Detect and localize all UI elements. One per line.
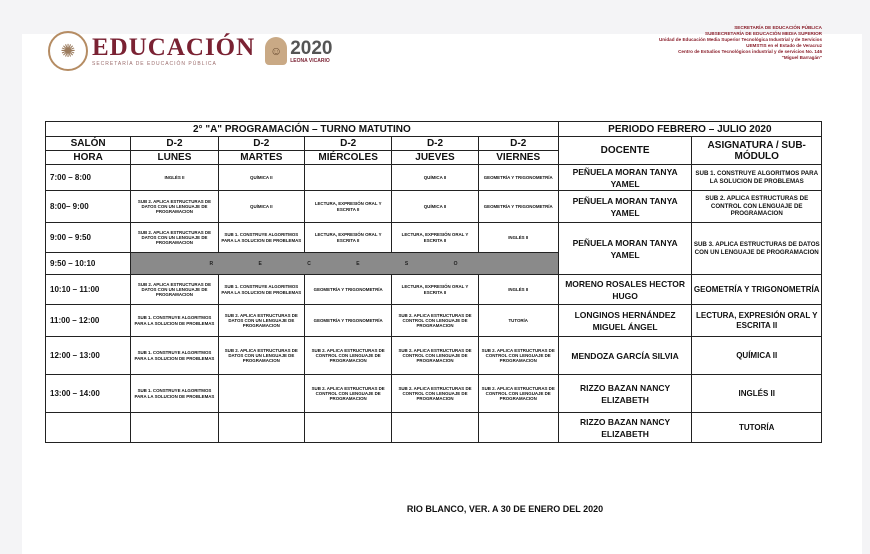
class-cell	[478, 413, 558, 443]
asignatura-cell: GEOMETRÍA Y TRIGONOMETRÍA	[692, 275, 822, 305]
class-cell: GEOMETRÍA Y TRIGONOMETRÍA	[478, 165, 558, 191]
class-cell: INGLÉS II	[131, 165, 218, 191]
asignatura-cell: LECTURA, EXPRESIÓN ORAL Y ESCRITA II	[692, 305, 822, 337]
room-label: D-2	[131, 137, 218, 151]
asignatura-cell: QUÍMICA II	[692, 337, 822, 375]
docente-cell: PEÑUELA MORAN TANYA YAMEL	[558, 191, 692, 223]
class-cell	[304, 413, 391, 443]
class-cell: TUTORÍA	[478, 305, 558, 337]
day-label: JUEVES	[392, 151, 478, 165]
class-cell: SUB 2. APLICA ESTRUCTURAS DE DATOS CON UN LENGUAJE DE PROGRAMACION	[131, 191, 218, 223]
asignatura-cell: TUTORÍA	[692, 413, 822, 443]
class-cell: SUB 2. APLICA ESTRUCTURAS DE CONTROL CON LENGUAJE DE PROGRAMACION	[392, 305, 478, 337]
class-cell: SUB 2. APLICA ESTRUCTURAS DE DATOS CON UN LENGUAJE DE PROGRAMACION	[131, 275, 218, 305]
class-cell: SUB 2. APLICA ESTRUCTURAS DE CONTROL CON LENGUAJE DE PROGRAMACION	[304, 375, 391, 413]
hour-cell: 10:10 – 11:00	[46, 275, 131, 305]
class-cell	[304, 165, 391, 191]
asignatura-cell: SUB 2. APLICA ESTRUCTURAS DE CONTROL CON LENGUAJE DE PROGRAMACION	[692, 191, 822, 223]
class-cell: QUÍMICA II	[392, 191, 478, 223]
period-title: PERIODO FEBRERO – JULIO 2020	[558, 122, 821, 137]
table-row	[46, 275, 822, 305]
footer-text: RIO BLANCO, VER. A 30 DE ENERO DEL 2020	[406, 504, 604, 514]
class-cell: LECTURA, EXPRESIÓN ORAL Y ESCRITA II	[392, 275, 478, 305]
class-cell: SUB 1. CONSTRUYE ALGORITMOS PARA LA SOLUCION DE PROBLEMAS	[131, 305, 218, 337]
class-cell: GEOMETRÍA Y TRIGONOMETRÍA	[304, 305, 391, 337]
class-cell: SUB 2. APLICA ESTRUCTURAS DE CONTROL CON LENGUAJE DE PROGRAMACION	[478, 337, 558, 375]
docente-header: DOCENTE	[558, 137, 692, 165]
class-cell: SUB 2. APLICA ESTRUCTURAS DE DATOS CON UN LENGUAJE DE PROGRAMACION	[131, 223, 218, 253]
asignatura-cell: SUB 1. CONSTRUYE ALGORITMOS PARA LA SOLUCION DE PROBLEMAS	[692, 165, 822, 191]
hour-cell: 9:00 – 9:50	[46, 223, 131, 253]
class-cell: SUB 2. APLICA ESTRUCTURAS DE DATOS CON UN LENGUAJE DE PROGRAMACION	[218, 305, 304, 337]
table-row	[46, 337, 822, 375]
year-number: 2020	[290, 37, 333, 59]
room-label: D-2	[478, 137, 558, 151]
docente-cell: RIZZO BAZAN NANCY ELIZABETH	[558, 413, 692, 443]
class-cell: LECTURA, EXPRESIÓN ORAL Y ESCRITA II	[304, 191, 391, 223]
institution-line: Unidad de Educación Media Superior Tecnológica Industrial y de Servicios	[658, 37, 822, 42]
class-cell: SUB 2. APLICA ESTRUCTURAS DE CONTROL CON LENGUAJE DE PROGRAMACION	[392, 337, 478, 375]
class-cell: SUB 1. CONSTRUYE ALGORITMOS PARA LA SOLUCION DE PROBLEMAS	[131, 375, 218, 413]
mexico-seal-icon: ✺	[48, 31, 88, 71]
class-cell	[392, 413, 478, 443]
receso-bar: R E C E S O	[131, 253, 558, 275]
class-cell: INGLÉS II	[478, 275, 558, 305]
education-brand	[92, 35, 255, 67]
leona-vicario-portrait-icon: ☺	[265, 37, 287, 65]
class-cell	[131, 413, 218, 443]
brand-subtitle: SECRETARÍA DE EDUCACIÓN PÚBLICA	[92, 61, 217, 67]
hour-cell: 11:00 – 12:00	[46, 305, 131, 337]
hour-cell: 12:00 – 13:00	[46, 337, 131, 375]
table-row	[46, 413, 822, 443]
class-cell: QUÍMICA II	[218, 165, 304, 191]
hour-cell: 9:50 – 10:10	[46, 253, 131, 275]
day-label: VIERNES	[478, 151, 558, 165]
institution-line: UEMSTIS en el Estado de Veracruz	[746, 43, 822, 48]
brand-title: EDUCACIÓN	[92, 34, 256, 61]
footer-place-date	[0, 504, 870, 514]
hour-cell: 7:00 – 8:00	[46, 165, 131, 191]
hora-label: HORA	[46, 151, 131, 165]
docente-cell: MORENO ROSALES HECTOR HUGO	[558, 275, 692, 305]
table-row	[46, 223, 822, 253]
room-label: D-2	[304, 137, 391, 151]
docente-cell: PEÑUELA MORAN TANYA YAMEL	[558, 223, 692, 275]
schedule-table	[45, 121, 822, 443]
table-row	[46, 165, 822, 191]
class-cell: SUB 2. APLICA ESTRUCTURAS DE DATOS CON UN LENGUAJE DE PROGRAMACION	[218, 337, 304, 375]
schedule-title: 2° "A" PROGRAMACIÓN – TURNO MATUTINO	[46, 122, 559, 137]
class-cell: GEOMETRÍA Y TRIGONOMETRÍA	[304, 275, 391, 305]
salon-label: SALÓN	[46, 137, 131, 151]
class-cell: SUB 1. CONSTRUYE ALGORITMOS PARA LA SOLUCION DE PROBLEMAS	[131, 337, 218, 375]
class-cell: INGLÉS II	[478, 223, 558, 253]
class-cell: QUÍMICA II	[218, 191, 304, 223]
table-row	[46, 375, 822, 413]
asignatura-header: ASIGNATURA / SUB-MÓDULO	[692, 137, 822, 165]
class-cell: SUB 2. APLICA ESTRUCTURAS DE CONTROL CON LENGUAJE DE PROGRAMACION	[392, 375, 478, 413]
year-badge	[265, 37, 332, 65]
class-cell: SUB 2. APLICA ESTRUCTURAS DE CONTROL CON LENGUAJE DE PROGRAMACION	[304, 337, 391, 375]
day-label: MARTES	[218, 151, 304, 165]
table-row	[46, 191, 822, 223]
class-cell: QUÍMICA II	[392, 165, 478, 191]
class-cell: SUB 1. CONSTRUYE ALGORITMOS PARA LA SOLUCION DE PROBLEMAS	[218, 223, 304, 253]
docente-cell: RIZZO BAZAN NANCY ELIZABETH	[558, 375, 692, 413]
class-cell	[218, 413, 304, 443]
docente-cell: MENDOZA GARCÍA SILVIA	[558, 337, 692, 375]
institution-line: SUBSECRETARÍA DE EDUCACIÓN MEDIA SUPERIOR	[705, 31, 822, 36]
class-cell: LECTURA, EXPRESIÓN ORAL Y ESCRITA II	[392, 223, 478, 253]
asignatura-cell: SUB 3. APLICA ESTRUCTURAS DE DATOS CON UN LENGUAJE DE PROGRAMACION	[692, 223, 822, 275]
hour-cell: 13:00 – 14:00	[46, 375, 131, 413]
room-label: D-2	[392, 137, 478, 151]
class-cell: SUB 1. CONSTRUYE ALGORITMOS PARA LA SOLUCION DE PROBLEMAS	[218, 275, 304, 305]
docente-cell: PEÑUELA MORAN TANYA YAMEL	[558, 165, 692, 191]
institution-line: SECRETARÍA DE EDUCACIÓN PÚBLICA	[734, 25, 822, 30]
docente-cell: LONGINOS HERNÁNDEZ MIGUEL ÁNGEL	[558, 305, 692, 337]
table-row	[46, 305, 822, 337]
institution-block	[659, 25, 822, 61]
class-cell: GEOMETRÍA Y TRIGONOMETRÍA	[478, 191, 558, 223]
asignatura-cell: INGLÉS II	[692, 375, 822, 413]
class-cell: LECTURA, EXPRESIÓN ORAL Y ESCRITA II	[304, 223, 391, 253]
class-cell	[218, 375, 304, 413]
institution-line: "Miguel Barragán"	[781, 55, 822, 60]
room-label: D-2	[218, 137, 304, 151]
year-subtitle: LEONA VICARIO	[290, 57, 330, 64]
class-cell: SUB 2. APLICA ESTRUCTURAS DE CONTROL CON LENGUAJE DE PROGRAMACION	[478, 375, 558, 413]
header-logos	[48, 31, 332, 71]
institution-line: Centro de Estudios Tecnológicos industrial y de servicios No. 146	[678, 49, 822, 54]
hour-cell	[46, 413, 131, 443]
hour-cell: 8:00– 9:00	[46, 191, 131, 223]
day-label: LUNES	[131, 151, 218, 165]
day-label: MIÉRCOLES	[304, 151, 391, 165]
